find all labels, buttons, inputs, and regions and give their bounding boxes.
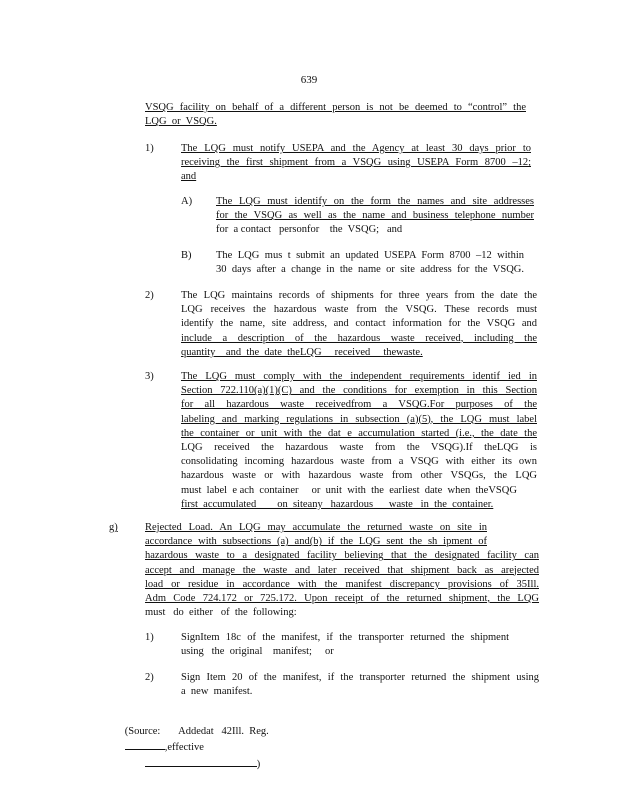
text-line: quantity and the date theLQG received thewaste. xyxy=(181,346,423,358)
item-label: 1) xyxy=(145,632,154,643)
source-prefix: (Source: Addedat 42Ill. Reg. xyxy=(124,726,269,738)
text-line: accept and manage the waste and later received that shipment back as arejected xyxy=(145,564,539,576)
text-line: must label e ach container or unit with the earliest date when theVSQG xyxy=(181,484,517,496)
text-line: The LQG must identify on the form the names and site addresses xyxy=(216,196,534,207)
item-b-text xyxy=(216,249,524,277)
page-number: 639 xyxy=(300,74,318,86)
source-line xyxy=(109,711,489,770)
item-label: 1) xyxy=(145,143,154,154)
blank-field xyxy=(125,739,165,750)
text-line: SignItem 18c of the manifest, if the transporter returned the shipment xyxy=(181,632,509,643)
item-2-text xyxy=(181,289,537,360)
text-line: 30 days after a change in the name or site address for the VSQG. xyxy=(216,264,524,276)
item-g-text xyxy=(145,521,539,620)
text-line: the container or unit with the dat e accumulation started (i.e., the date the xyxy=(181,427,537,439)
item-a-text xyxy=(216,195,534,238)
text-line: Adm Code 724.172 or 725.172. Upon receipt of the returned shipment, the LQG xyxy=(145,592,539,604)
item-label: A) xyxy=(181,196,193,207)
text-line: hazardous waste or with hazardous waste from other VSQGs, the LQG xyxy=(181,470,537,482)
text-line: Section 722.110(a)(1)(C) and the conditions for exemption in this Section xyxy=(181,385,537,397)
text-line: receiving the first shipment from a VSQG using USEPA Form 8700 –12; xyxy=(181,157,531,169)
item-label: 2) xyxy=(145,672,154,683)
intro-paragraph xyxy=(145,101,526,129)
item-label: 2) xyxy=(145,290,154,301)
text-line: must do either of the following: xyxy=(145,607,297,619)
text-line: labeling and marking regulations in subsection (a)(5), the LQG must label xyxy=(181,413,537,425)
text-line: load or residue in accordance with the manifest discrepancy provisions of 35Ill. xyxy=(145,578,539,590)
text-line: accordance with subsections (a) and(b) if the LQG sent the sh ipment of xyxy=(145,536,487,548)
text-line: LQG received the hazardous waste from the VSQG).If theLQG is xyxy=(181,441,537,453)
item-label: 3) xyxy=(145,371,154,382)
text-line: The LQG mus t submit an updated USEPA Form 8700 –12 within xyxy=(216,250,524,261)
text-line: and xyxy=(181,171,197,183)
text-line: The LQG must notify USEPA and the Agency at least 30 days prior to xyxy=(181,143,531,154)
text-line: The LQG maintains records of shipments for three years from the date the xyxy=(181,290,537,301)
text-line: a new manifest. xyxy=(181,686,253,698)
item-g2-text xyxy=(181,671,539,699)
source-effective: ,effective xyxy=(164,742,204,754)
item-3-text xyxy=(181,370,537,512)
text-line: for the VSQG as well as the name and business telephone number xyxy=(216,210,534,222)
source-note xyxy=(109,711,489,770)
text-line: for all hazardous waste receivedfrom a VSQG.For purposes of the xyxy=(181,399,537,411)
item-label: g) xyxy=(109,522,118,533)
text-line: for a contact personfor the VSQG; and xyxy=(216,224,403,236)
text-line: include a description of the hazardous waste received, including the xyxy=(181,332,537,344)
text-line: Rejected Load. An LQG may accumulate the returned waste on site in xyxy=(145,522,487,533)
item-label: B) xyxy=(181,250,192,261)
text-line: using the original manifest; or xyxy=(181,646,334,658)
text-line: identify the name, site address, and contact information for the VSQG and xyxy=(181,318,537,330)
source-close: ) xyxy=(256,758,261,770)
text-line: first accumulated on siteany hazardous waste in the container. xyxy=(181,498,494,510)
text-line: VSQG facility on behalf of a different person is not be deemed to “control” the xyxy=(145,102,526,113)
text-line: LQG receives the hazardous waste from the VSQG. These records must xyxy=(181,304,537,316)
blank-field xyxy=(145,756,257,767)
text-line: consolidating incoming hazardous waste from a VSQG with either its own xyxy=(181,456,537,468)
text-line: LQG or VSQG. xyxy=(145,116,217,128)
item-g1-text xyxy=(181,631,509,659)
text-line: The LQG must comply with the independent requirements identif ied in xyxy=(181,371,537,382)
text-line: Sign Item 20 of the manifest, if the transporter returned the shipment using xyxy=(181,672,539,683)
item-1-text xyxy=(181,142,531,185)
text-line: hazardous waste to a designated facility believing that the designated facility can xyxy=(145,550,539,562)
